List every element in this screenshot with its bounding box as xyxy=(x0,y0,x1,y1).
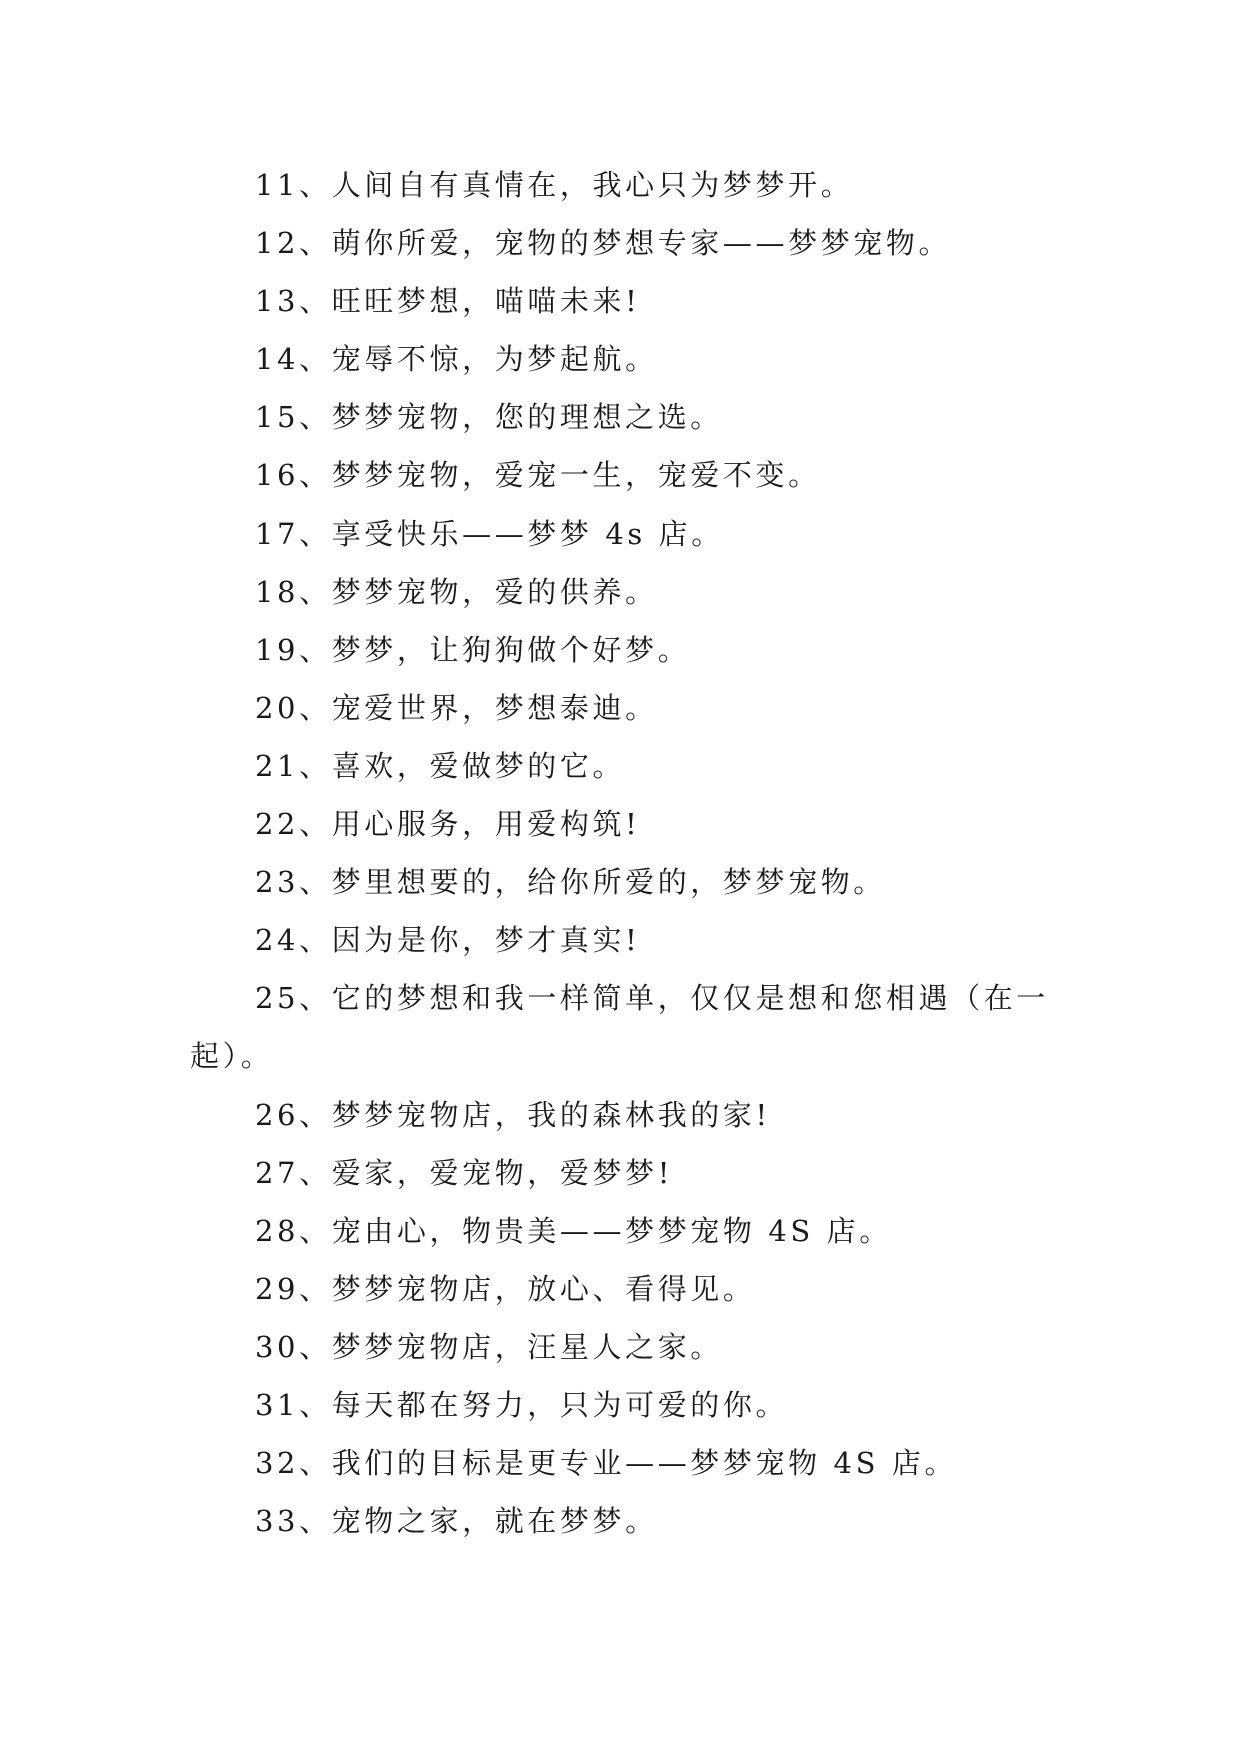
slogan-line: 16、梦梦宠物，爱宠一生，宠爱不变。 xyxy=(255,458,821,493)
slogan-line: 33、宠物之家，就在梦梦。 xyxy=(255,1504,658,1539)
slogan-line: 26、梦梦宠物店，我的森林我的家! xyxy=(255,1097,771,1132)
slogan-line: 22、用心服务，用爱构筑! xyxy=(255,807,641,842)
slogan-list xyxy=(190,156,1070,1550)
slogan-line: 20、宠爱世界，梦想泰迪。 xyxy=(255,690,658,725)
slogan-line: 29、梦梦宠物店，放心、看得见。 xyxy=(255,1271,756,1306)
slogan-line: 28、宠由心，物贵美——梦梦宠物 4S 店。 xyxy=(255,1213,892,1248)
slogan-line: 25、它的梦想和我一样简单，仅仅是想和您相遇（在一起）。 xyxy=(190,981,1049,1074)
slogan-line: 11、人间自有真情在，我心只为梦梦开。 xyxy=(255,168,854,202)
slogan-line: 27、爱家，爱宠物，爱梦梦! xyxy=(255,1155,673,1190)
slogan-line: 19、梦梦，让狗狗做个好梦。 xyxy=(255,632,691,667)
slogan-line: 23、梦里想要的，给你所爱的，梦梦宠物。 xyxy=(255,865,886,900)
slogan-line: 31、每天都在努力，只为可爱的你。 xyxy=(255,1387,789,1422)
slogan-line: 15、梦梦宠物，您的理想之选。 xyxy=(255,400,723,435)
slogan-line: 12、萌你所爱，宠物的梦想专家——梦梦宠物。 xyxy=(255,226,952,261)
slogan-line: 18、梦梦宠物，爱的供养。 xyxy=(255,574,658,609)
slogan-line: 17、享受快乐——梦梦 4s 店。 xyxy=(255,516,724,551)
slogan-line: 21、喜欢，爱做梦的它。 xyxy=(255,748,626,783)
slogan-line: 30、梦梦宠物店，汪星人之家。 xyxy=(255,1329,723,1364)
slogan-line: 14、宠辱不惊，为梦起航。 xyxy=(255,342,658,377)
slogan-line: 32、我们的目标是更专业——梦梦宠物 4S 店。 xyxy=(255,1446,958,1481)
slogan-line: 13、旺旺梦想，喵喵未来! xyxy=(255,284,641,319)
slogan-line: 24、因为是你，梦才真实! xyxy=(255,923,641,958)
